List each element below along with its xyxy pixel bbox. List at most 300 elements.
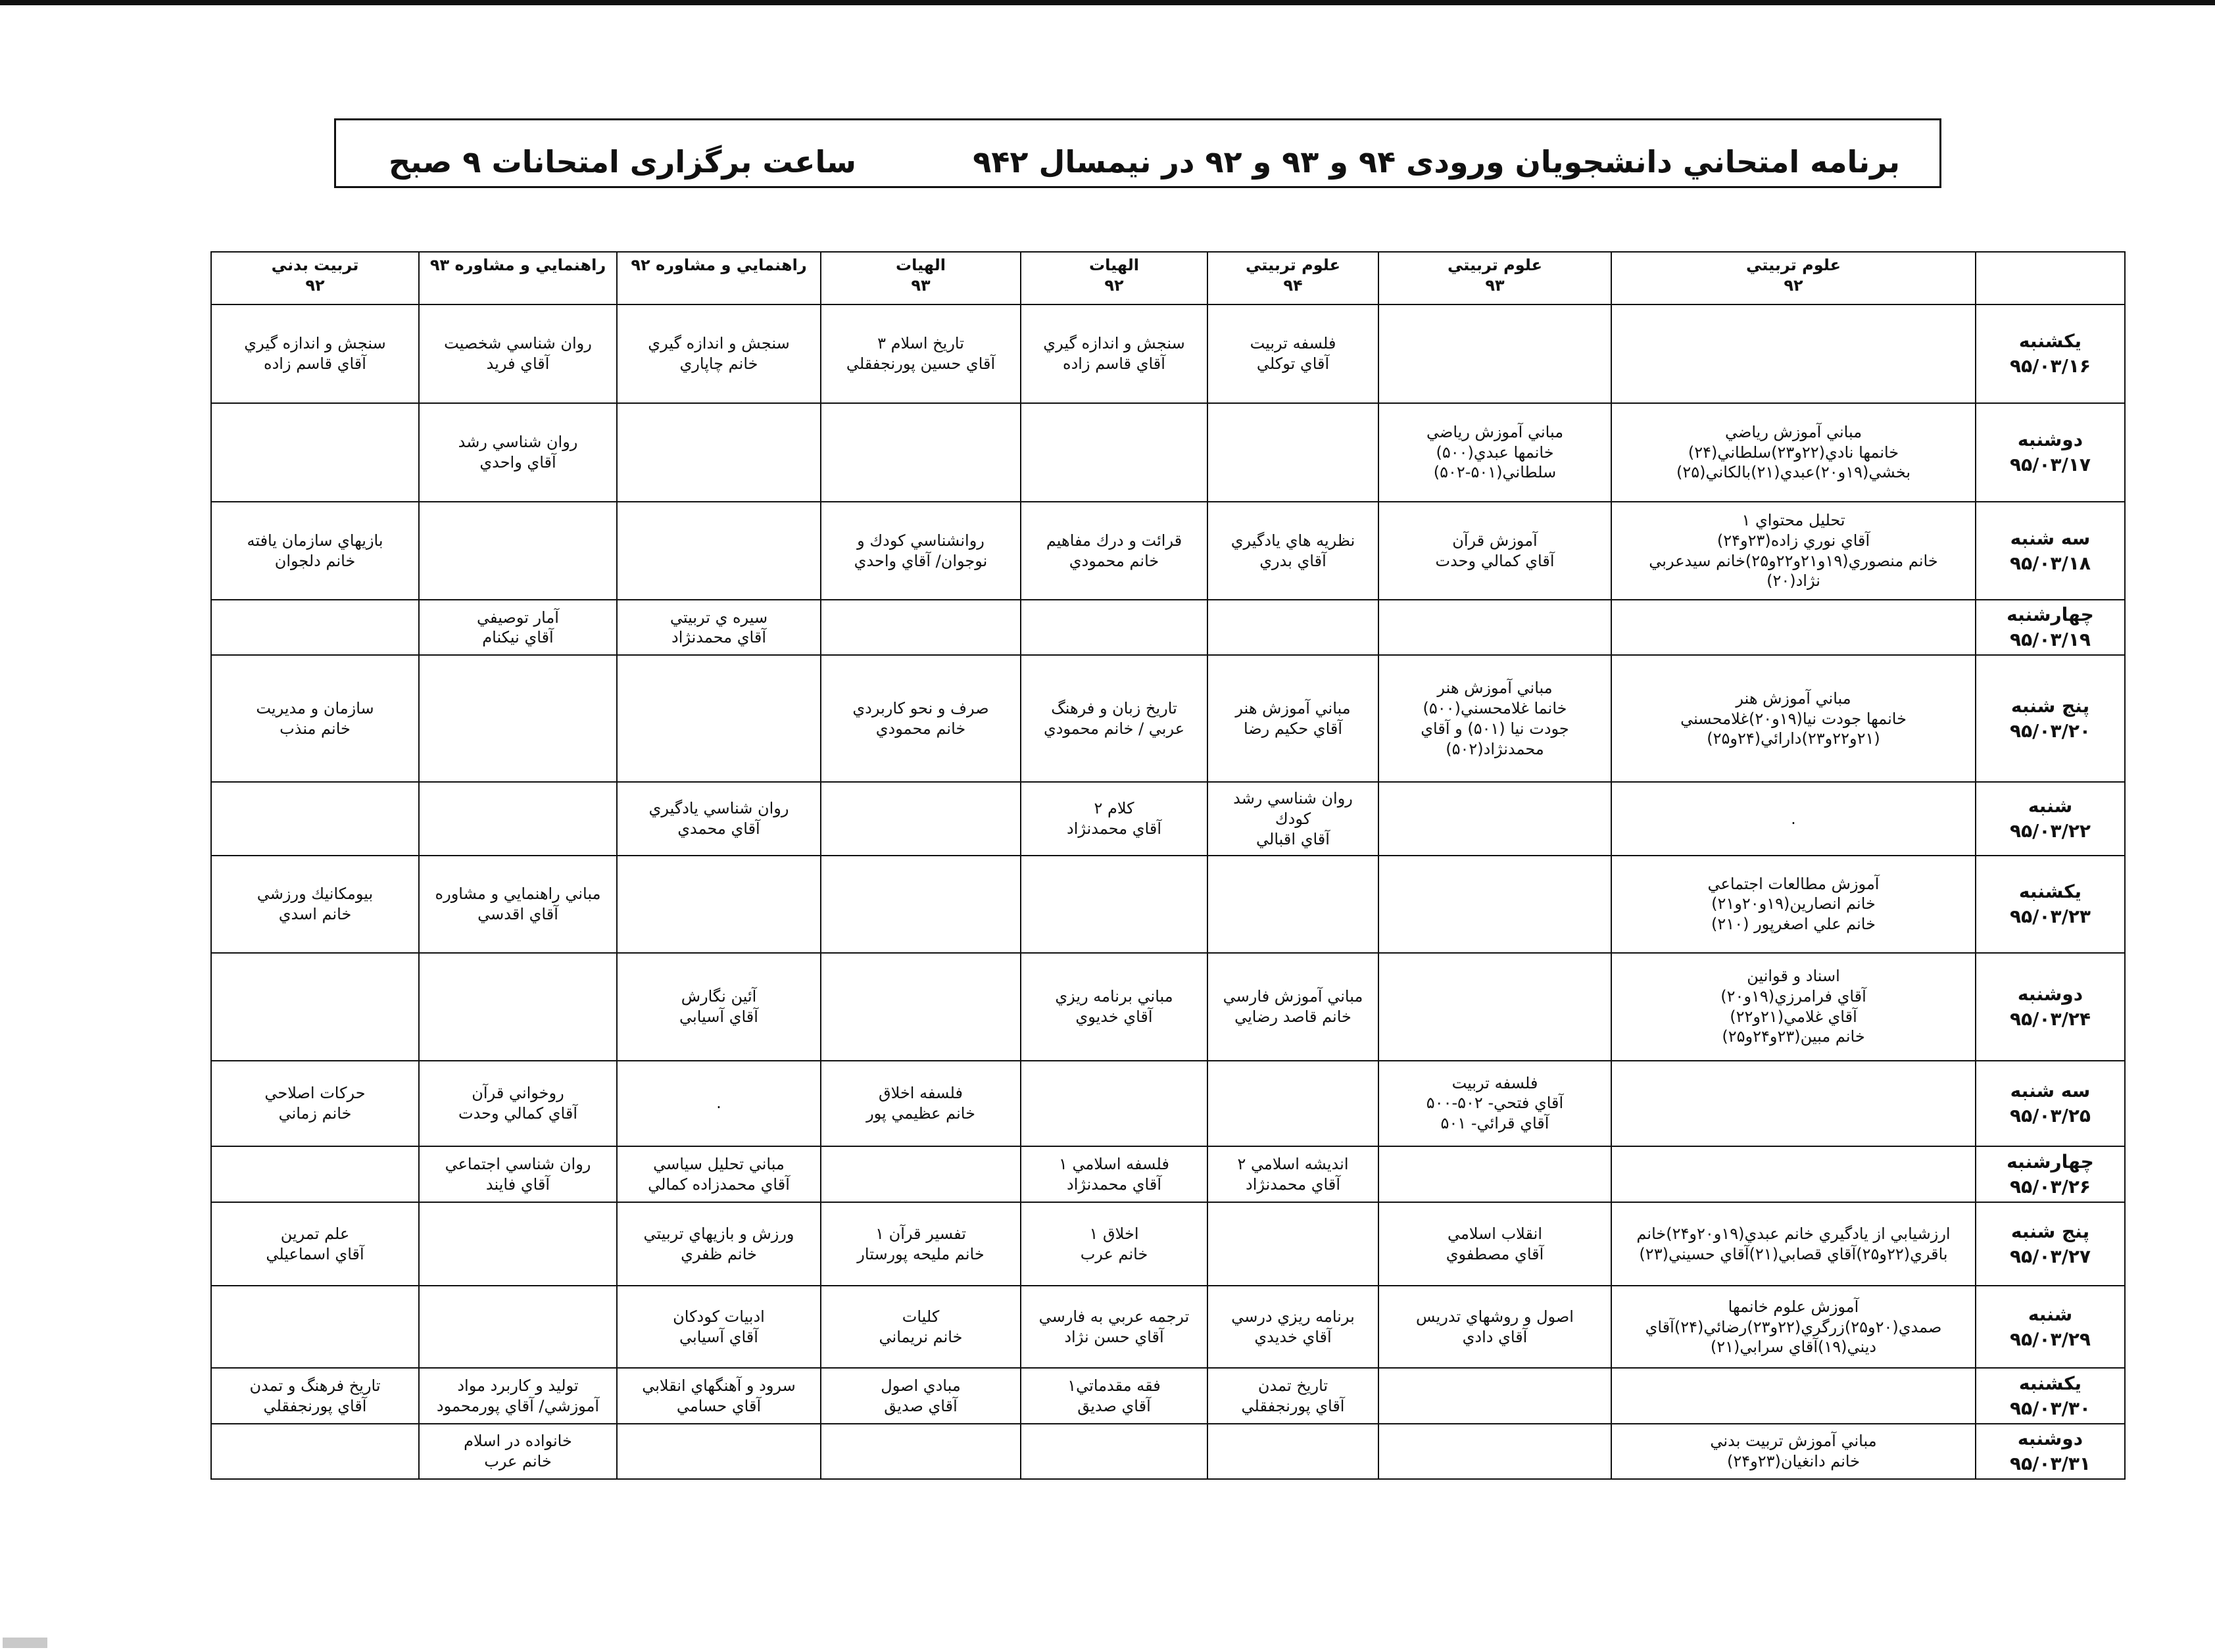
header-column — [1021, 252, 1207, 304]
day-date-cell — [1976, 502, 2125, 600]
exam-cell — [419, 1368, 617, 1423]
cell-line: اسناد و قوانين — [1747, 967, 1840, 986]
cell-line: مباني آموزش تربيت بدني — [1710, 1432, 1877, 1451]
exam-cell — [1611, 1202, 1976, 1286]
header-year: ۹۳ — [1485, 276, 1505, 295]
cell-line: آموزشي/ آقاي پورمحمود — [436, 1396, 600, 1415]
header-column — [1207, 252, 1378, 304]
cell-line: ورزش و بازيهاي تربيتي — [643, 1225, 794, 1244]
cell-line: خانم عرب — [484, 1451, 552, 1470]
day-date-cell — [1976, 600, 2125, 655]
table-row — [211, 403, 2125, 502]
exam-cell — [419, 953, 617, 1061]
exam-date: ۹۵/۰۳/۲۰ — [2010, 719, 2091, 742]
exam-cell — [821, 1286, 1021, 1368]
cell-line: سلطاني(۵۰۱-۵۰۲) — [1433, 463, 1557, 482]
exam-cell — [1378, 304, 1611, 403]
exam-cell — [1207, 1202, 1378, 1286]
cell-line: كودك — [1275, 809, 1311, 828]
exam-cell — [1378, 403, 1611, 502]
cell-line: مباني آموزش هنر — [1235, 699, 1351, 718]
exam-date: ۹۵/۰۳/۱۶ — [2010, 354, 2091, 377]
cell-line: خانم چاپاري — [679, 354, 758, 373]
exam-cell — [1021, 1061, 1207, 1146]
cell-line: آقاي قرائي- ۵۰۱ — [1440, 1114, 1549, 1133]
exam-cell — [1207, 782, 1378, 856]
day-date-cell — [1976, 304, 2125, 403]
header-column — [1611, 252, 1976, 304]
cell-line: كلام ۲ — [1094, 799, 1134, 818]
cell-line: آقاي فريد — [486, 354, 550, 373]
day-name: دوشنبه — [2017, 429, 2083, 451]
cell-line: خانم محمودي — [1069, 551, 1159, 570]
cell-line: . — [1791, 809, 1796, 828]
cell-line: آقاي آسيابي — [679, 1007, 758, 1026]
exam-cell — [211, 1202, 419, 1286]
day-date-cell — [1976, 953, 2125, 1061]
exam-cell — [1611, 403, 1976, 502]
exam-cell — [1378, 600, 1611, 655]
cell-line: نوجوان/ آقاي واحدي — [854, 551, 988, 570]
exam-cell — [1021, 856, 1207, 953]
cell-line: مباني آموزش رياضي — [1724, 422, 1862, 441]
exam-cell — [211, 856, 419, 953]
cell-line: روان شناسي رشد — [458, 433, 578, 452]
cell-line: آقاي اسماعيلي — [266, 1244, 364, 1263]
cell-line: آمار توصيفي — [477, 608, 559, 627]
cell-line: اصول و روشهاي تدريس — [1416, 1307, 1574, 1326]
day-name: چهارشنبه — [2007, 604, 2094, 626]
cell-line: خانم اسدي — [278, 904, 352, 923]
cell-line: تحليل محتواي ۱ — [1741, 511, 1845, 530]
cell-line: فلسفه اسلامي ۱ — [1059, 1154, 1169, 1173]
exam-date: ۹۵/۰۳/۱۹ — [2010, 629, 2091, 651]
header-row — [211, 252, 2125, 304]
cell-line: ارزشيابي از يادگيري خانم عبدي(۱۹و۲۰و۲۴)خانم — [1636, 1225, 1951, 1244]
cell-line: خانم ظفري — [681, 1244, 757, 1263]
exam-cell — [211, 600, 419, 655]
site-logo — [3, 1638, 47, 1648]
exam-cell — [617, 856, 821, 953]
cell-line: آقاي فتحي- ۵۰۲-۵۰۰ — [1426, 1094, 1564, 1113]
exam-date: ۹۵/۰۳/۲۲ — [2010, 820, 2091, 842]
table-row — [211, 1286, 2125, 1368]
exam-date: ۹۵/۰۳/۲۳ — [2010, 905, 2091, 927]
cell-line: توليد و كاربرد مواد — [457, 1376, 579, 1395]
cell-line: خانم قاصد رضايي — [1234, 1007, 1351, 1026]
day-name: سه شنبه — [2010, 1079, 2091, 1102]
exam-cell — [1207, 655, 1378, 782]
exam-cell — [1378, 502, 1611, 600]
exam-date: ۹۵/۰۳/۲۹ — [2010, 1328, 2091, 1350]
day-date-cell — [1976, 856, 2125, 953]
exam-cell — [211, 1146, 419, 1203]
exam-cell — [211, 304, 419, 403]
exam-cell — [617, 1286, 821, 1368]
header-name: الهيات — [895, 256, 946, 274]
exam-cell — [1021, 1146, 1207, 1203]
cell-line: آقاي خديدي — [1254, 1327, 1332, 1346]
cell-line: آقاي قاسم زاده — [1063, 354, 1165, 373]
exam-cell — [211, 953, 419, 1061]
cell-line: آقاي كمالي وحدت — [458, 1104, 578, 1123]
cell-line: ترجمه عربي به فارسي — [1038, 1307, 1190, 1326]
cell-line: انقلاب اسلامي — [1448, 1225, 1542, 1244]
exam-cell — [617, 953, 821, 1061]
cell-line: آقاي بدري — [1259, 551, 1327, 570]
exam-date: ۹۵/۰۳/۱۷ — [2010, 454, 2091, 476]
cell-line: خانما غلامحسني(۵۰۰) — [1423, 699, 1567, 718]
cell-line: فقه مقدماتي۱ — [1067, 1376, 1161, 1395]
exam-cell — [1611, 655, 1976, 782]
exam-cell — [1611, 1368, 1976, 1423]
exam-cell — [821, 856, 1021, 953]
day-date-cell — [1976, 403, 2125, 502]
day-date-cell — [1976, 1061, 2125, 1146]
cell-line: بخشي(۱۹و۲۰)عبدي(۲۱)بالكاني(۲۵) — [1676, 463, 1911, 482]
exam-cell — [821, 403, 1021, 502]
header-column — [617, 252, 821, 304]
cell-line: خانم عرب — [1080, 1244, 1148, 1263]
exam-cell — [821, 1146, 1021, 1203]
cell-line: بازيهاي سازمان يافته — [247, 531, 383, 550]
cell-line: تفسير قرآن ۱ — [875, 1225, 966, 1244]
title-box — [334, 118, 1941, 188]
cell-line: مباني تحليل سياسي — [653, 1154, 785, 1173]
exam-schedule-table — [210, 251, 2126, 1480]
exam-cell — [821, 304, 1021, 403]
cell-line: آقاي محمدنژاد — [1067, 1175, 1161, 1194]
cell-line: خانم دلجوان — [274, 551, 356, 570]
exam-cell — [1021, 1286, 1207, 1368]
cell-line: آقاي خديوي — [1075, 1007, 1153, 1026]
exam-cell — [1207, 953, 1378, 1061]
exam-cell — [821, 782, 1021, 856]
exam-cell — [419, 1424, 617, 1479]
day-name: يكشنبه — [2018, 880, 2082, 902]
day-date-cell — [1976, 1286, 2125, 1368]
cell-line: آقاي پورنجفقلي — [263, 1396, 367, 1415]
exam-cell — [211, 1061, 419, 1146]
cell-line: سنجش و اندازه گيري — [648, 334, 790, 353]
day-name: پنج شنبه — [2010, 1221, 2090, 1243]
exam-cell — [211, 782, 419, 856]
exam-cell — [1021, 304, 1207, 403]
exam-cell — [1378, 1368, 1611, 1423]
cell-line: خانم محمودي — [875, 719, 966, 738]
cell-line: خانمها عبدي(۵۰۰) — [1436, 443, 1554, 462]
cell-line: خانم زماني — [278, 1104, 352, 1123]
cell-line: مباني برنامه ريزي — [1055, 986, 1173, 1006]
cell-line: آقاي صديق — [1077, 1396, 1151, 1415]
exam-cell — [617, 1424, 821, 1479]
exam-cell — [617, 1368, 821, 1423]
day-name: پنج شنبه — [2010, 695, 2090, 717]
exam-date: ۹۵/۰۳/۱۸ — [2010, 552, 2091, 574]
exam-cell — [419, 1061, 617, 1146]
exam-cell — [419, 502, 617, 600]
cell-line: آقاي غلامي(۲۱و۲۲) — [1730, 1007, 1857, 1026]
cell-line: خانم نريماني — [879, 1327, 963, 1346]
exam-cell — [1611, 600, 1976, 655]
cell-line: آقاي اقدسي — [477, 904, 558, 923]
exam-cell — [1021, 1368, 1207, 1423]
cell-line: روانشناسي كودك و — [857, 531, 985, 550]
table-row — [211, 1061, 2125, 1146]
exam-cell — [1611, 1424, 1976, 1479]
exam-cell — [617, 403, 821, 502]
cell-line: مباني راهنمايي و مشاوره — [435, 885, 601, 903]
cell-line: آئين نگارش — [681, 986, 757, 1006]
exam-cell — [1207, 1286, 1378, 1368]
exam-cell — [419, 856, 617, 953]
header-year: ۹۲ — [305, 276, 325, 295]
cell-line: مباني آموزش رياضي — [1426, 422, 1564, 441]
exam-cell — [1207, 1424, 1378, 1479]
exam-cell — [1207, 502, 1378, 600]
header-name: علوم تربيتي — [1245, 256, 1340, 274]
header-name: راهنمايي و مشاوره ۹۳ — [429, 256, 606, 274]
exam-cell — [617, 502, 821, 600]
cell-line: (۲۱و۲۲و۲۳)دارائي(۲۴و۲۵) — [1707, 729, 1880, 748]
cell-line: آقاي واحدي — [479, 453, 556, 472]
cell-line: آقاي حسين پورنجفقلي — [846, 354, 996, 373]
exam-cell — [419, 304, 617, 403]
cell-line: سرود و آهنگهاي انقلابي — [642, 1376, 796, 1395]
cell-line: بيومكانيك ورزشي — [256, 885, 374, 903]
exam-cell — [211, 1424, 419, 1479]
cell-line: آقاي نوري زاده(۲۳و۲۴) — [1716, 531, 1870, 550]
header-name: تربيت بدني — [271, 256, 359, 274]
header-year: ۹۲ — [1104, 276, 1124, 295]
header-column — [211, 252, 419, 304]
cell-line: روان شناسي رشد — [1233, 789, 1353, 808]
day-name: يكشنبه — [2018, 1372, 2082, 1394]
day-name: يكشنبه — [2018, 330, 2082, 352]
exam-cell — [1378, 856, 1611, 953]
cell-line: . — [716, 1094, 721, 1113]
cell-line: اخلاق ۱ — [1089, 1225, 1139, 1244]
scan-edge — [0, 0, 2215, 5]
cell-line: خانمها نادي(۲۲و۲۳)سلطاني(۲۴) — [1688, 443, 1899, 462]
header-name: راهنمايي و مشاوره ۹۲ — [631, 256, 807, 274]
cell-line: خانم مليحه پورستار — [857, 1244, 985, 1263]
exam-cell — [1378, 1061, 1611, 1146]
exam-cell — [617, 600, 821, 655]
cell-line: مباني آموزش فارسي — [1223, 986, 1363, 1006]
cell-line: آقاي مصطفوي — [1446, 1244, 1544, 1263]
day-name: چهارشنبه — [2007, 1150, 2094, 1173]
cell-line: علم تمرين — [280, 1225, 350, 1244]
header-column — [419, 252, 617, 304]
exam-cell — [1021, 782, 1207, 856]
header-column — [1378, 252, 1611, 304]
table-row — [211, 1202, 2125, 1286]
exam-cell — [1378, 1202, 1611, 1286]
cell-line: آقاي محمدنژاد — [1246, 1175, 1340, 1194]
exam-cell — [419, 1286, 617, 1368]
exam-cell — [1378, 1146, 1611, 1203]
exam-cell — [821, 1368, 1021, 1423]
cell-line: آقاي قاسم زاده — [264, 354, 366, 373]
cell-line: آقاي حسن نژاد — [1064, 1327, 1164, 1346]
exam-cell — [1207, 1061, 1378, 1146]
day-name: سه شنبه — [2010, 527, 2091, 549]
exam-cell — [821, 1424, 1021, 1479]
exam-cell — [1207, 403, 1378, 502]
exam-cell — [617, 1202, 821, 1286]
exam-cell — [617, 782, 821, 856]
cell-line: خانم انصارين(۱۹و۲۰و۲۱) — [1711, 894, 1876, 913]
exam-time: ساعت برگزاری امتحانات ۹ صبح — [389, 144, 857, 180]
cell-line: حركات اصلاحي — [264, 1084, 366, 1103]
table-row — [211, 600, 2125, 655]
exam-cell — [1378, 655, 1611, 782]
day-name: شنبه — [2028, 1303, 2073, 1326]
exam-cell — [1021, 502, 1207, 600]
cell-line: آقاي محمدزاده كمالي — [648, 1175, 790, 1194]
cell-line: آموزش علوم خانمها — [1728, 1297, 1859, 1316]
exam-date: ۹۵/۰۳/۲۷ — [2010, 1245, 2091, 1267]
day-name: شنبه — [2028, 795, 2073, 817]
cell-line: نظريه هاي يادگيري — [1230, 531, 1355, 550]
table-row — [211, 953, 2125, 1061]
exam-cell — [211, 655, 419, 782]
cell-line: خانمها جودت نيا(۱۹و۲۰)غلامحسني — [1680, 709, 1907, 728]
cell-line: آقاي نيكنام — [482, 628, 554, 647]
exam-cell — [419, 782, 617, 856]
exam-cell — [1207, 1368, 1378, 1423]
exam-cell — [211, 1286, 419, 1368]
exam-cell — [1207, 600, 1378, 655]
cell-line: آقاي صديق — [884, 1396, 958, 1415]
exam-cell — [419, 655, 617, 782]
exam-cell — [617, 1146, 821, 1203]
cell-line: جودت نيا (۵۰۱) و آقاي — [1421, 719, 1569, 738]
exam-cell — [1611, 782, 1976, 856]
cell-line: خانم منصوري(۱۹و۲۱و۲۲و۲۵)خانم سيدعربي — [1649, 551, 1938, 570]
table-row — [211, 782, 2125, 856]
cell-line: مباني آموزش هنر — [1736, 689, 1851, 708]
exam-cell — [1611, 856, 1976, 953]
header-name: علوم تربيتي — [1447, 256, 1542, 274]
cell-line: ديني(۱۹)آقاي سرابي(۲۱) — [1710, 1338, 1877, 1357]
table-row — [211, 655, 2125, 782]
exam-cell — [821, 600, 1021, 655]
header-year: ۹۴ — [1283, 276, 1303, 295]
cell-line: آقاي اقبالي — [1256, 829, 1330, 848]
cell-line: كليات — [902, 1307, 940, 1326]
exam-date: ۹۵/۰۳/۲۵ — [2010, 1104, 2091, 1127]
exam-date: ۹۵/۰۳/۲۴ — [2010, 1008, 2091, 1030]
table-row — [211, 856, 2125, 953]
day-name: دوشنبه — [2017, 1428, 2083, 1450]
day-date-cell — [1976, 1368, 2125, 1423]
day-name: دوشنبه — [2017, 983, 2083, 1005]
exam-cell — [1207, 856, 1378, 953]
cell-line: مبادي اصول — [881, 1376, 961, 1395]
day-date-cell — [1976, 1146, 2125, 1203]
exam-cell — [211, 1368, 419, 1423]
exam-cell — [1207, 1146, 1378, 1203]
cell-line: ادبيات كودكان — [673, 1307, 765, 1326]
exam-cell — [1611, 1146, 1976, 1203]
exam-cell — [821, 655, 1021, 782]
exam-cell — [419, 1202, 617, 1286]
table-row — [211, 304, 2125, 403]
cell-line: تاريخ تمدن — [1257, 1376, 1328, 1395]
exam-cell — [419, 403, 617, 502]
cell-line: آقاي پورنجفقلي — [1241, 1396, 1345, 1415]
cell-line: روخواني قرآن — [472, 1084, 564, 1103]
exam-cell — [1021, 1202, 1207, 1286]
day-date-cell — [1976, 1202, 2125, 1286]
cell-line: خانواده در اسلام — [464, 1432, 572, 1451]
cell-line: تاريخ اسلام ۳ — [877, 334, 964, 353]
cell-line: فلسفه تربيت — [1451, 1073, 1538, 1092]
exam-date: ۹۵/۰۳/۳۱ — [2010, 1452, 2091, 1474]
cell-line: آموزش مطالعات اجتماعي — [1707, 874, 1880, 893]
exam-cell — [211, 502, 419, 600]
exam-cell — [821, 953, 1021, 1061]
cell-line: آقاي حكيم رضا — [1243, 719, 1343, 738]
cell-line: آقاي دادي — [1462, 1327, 1528, 1346]
exam-cell — [1021, 953, 1207, 1061]
day-date-cell — [1976, 1424, 2125, 1479]
exam-cell — [617, 304, 821, 403]
exam-cell — [617, 1061, 821, 1146]
exam-cell — [1611, 502, 1976, 600]
cell-line: تاريخ زبان و فرهنگ — [1051, 699, 1177, 718]
exam-cell — [1021, 655, 1207, 782]
exam-cell — [1611, 953, 1976, 1061]
cell-line: روان شناسي اجتماعي — [445, 1154, 591, 1173]
cell-line: آقاي توكلي — [1256, 354, 1330, 373]
cell-line: محمدنژاد(۵۰۲) — [1446, 739, 1544, 758]
cell-line: باقري(۲۲و۲۵)آقاي قصابي(۲۱)آقاي حسيني(۲۳) — [1639, 1244, 1948, 1263]
exam-date: ۹۵/۰۳/۳۰ — [2010, 1397, 2091, 1419]
cell-line: سازمان و مديريت — [256, 699, 374, 718]
cell-line: مباني آموزش هنر — [1437, 679, 1553, 698]
cell-line: خانم عظيمي پور — [866, 1104, 975, 1123]
header-day-column — [1976, 252, 2125, 304]
page-title: برنامه امتحاني دانشجويان ورودی ۹۴ و ۹۳ و ۹۲ در نيمسال ۹۴۲ — [973, 144, 1900, 180]
cell-line: نژاد(۲۰) — [1766, 571, 1820, 591]
cell-line: سنجش و اندازه گيري — [244, 334, 386, 353]
header-year: ۹۲ — [1784, 276, 1803, 295]
exam-cell — [1611, 1061, 1976, 1146]
cell-line: آقاي آسيابي — [679, 1327, 758, 1346]
cell-line: صمدي(۲۰و۲۵)زرگري(۲۲و۲۳)رضائي(۲۴)آقاي — [1645, 1317, 1942, 1336]
cell-line: آقاي محمدي — [677, 819, 760, 838]
cell-line: آقاي حسامي — [676, 1396, 762, 1415]
header-name: علوم تربيتي — [1745, 256, 1841, 274]
cell-line: آقاي محمدنژاد — [1067, 819, 1161, 838]
cell-line: صرف و نحو كاربردي — [852, 699, 989, 718]
exam-cell — [1611, 1286, 1976, 1368]
table-row — [211, 502, 2125, 600]
cell-line: سنجش و اندازه گيري — [1043, 334, 1185, 353]
cell-line: انديشه اسلامي ۲ — [1237, 1154, 1349, 1173]
exam-cell — [1611, 304, 1976, 403]
cell-line: فلسفه اخلاق — [879, 1084, 963, 1103]
exam-cell — [821, 1202, 1021, 1286]
cell-line: آقاي كمالي وحدت — [1435, 551, 1555, 570]
exam-date: ۹۵/۰۳/۲۶ — [2010, 1175, 2091, 1198]
exam-cell — [1021, 600, 1207, 655]
cell-line: سيره ي تربيتي — [669, 608, 768, 627]
cell-line: فلسفه تربيت — [1250, 334, 1336, 353]
